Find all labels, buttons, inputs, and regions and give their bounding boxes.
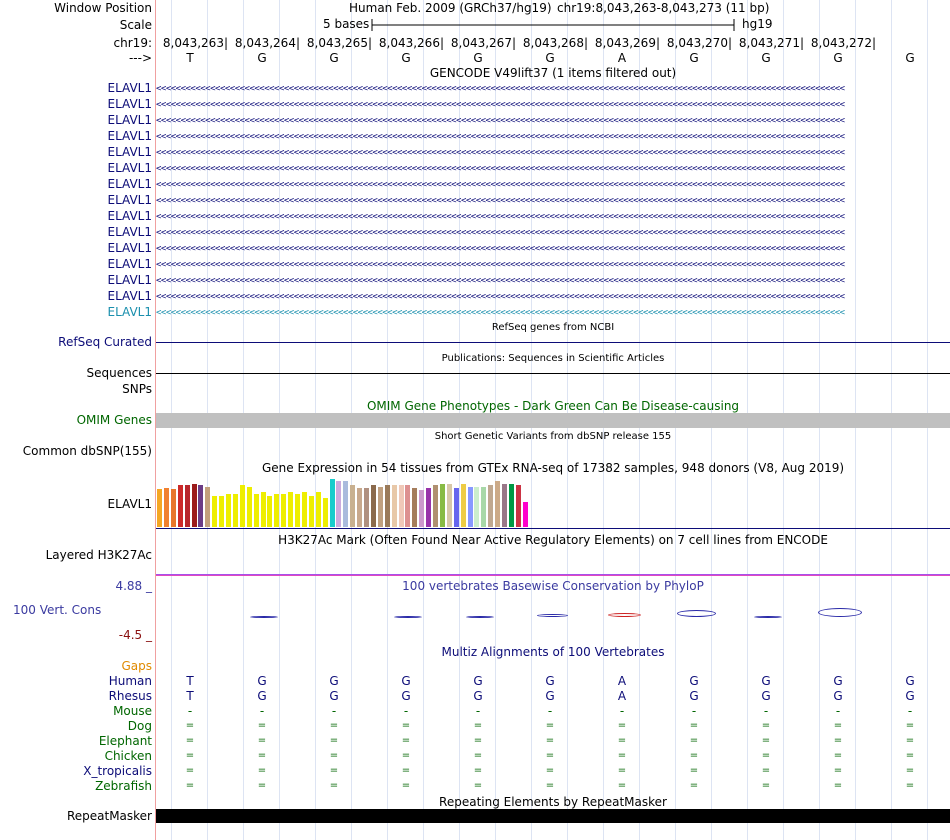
dbsnp-track-title: Short Genetic Variants from dbSNP release 155 <box>434 431 672 442</box>
repeatmasker-bar[interactable] <box>156 809 950 823</box>
alignment-base: = <box>545 780 555 791</box>
gencode-transcript[interactable]: <<<<<<<<<<<<<<<<<<<<<<<<<<<<<<<<<<<<<<<<<<<<<<<<<<<<<<<<<<<<<<<<<<<<<<<<<<<<<<<<<<<<<<<<<<<<<<<<<<<<<<<<<<<<<<<<<<<<<<<<<<<<<<<<<<<<<<<<<<<< <box>156 260 845 270</box>
gencode-transcript[interactable]: <<<<<<<<<<<<<<<<<<<<<<<<<<<<<<<<<<<<<<<<<<<<<<<<<<<<<<<<<<<<<<<<<<<<<<<<<<<<<<<<<<<<<<<<<<<<<<<<<<<<<<<<<<<<<<<<<<<<<<<<<<<<<<<<<<<<<<<<<<<< <box>156 164 845 174</box>
gtex-tissue-bar[interactable] <box>295 494 300 527</box>
alignment-base: = <box>545 765 555 776</box>
alignment-base: - <box>259 704 265 718</box>
gencode-gene-label[interactable]: ELAVL1 <box>107 273 152 287</box>
h3k27ac-track-title: H3K27Ac Mark (Often Found Near Active Regulatory Elements) on 7 cell lines from ENCODE <box>278 533 828 547</box>
alignment-base: = <box>833 765 843 776</box>
gtex-tissue-bar[interactable] <box>481 487 486 527</box>
gtex-tissue-bar[interactable] <box>454 488 459 527</box>
gtex-tissue-bar[interactable] <box>392 485 397 527</box>
phylop-score-mark[interactable] <box>466 616 494 618</box>
alignment-base: G <box>401 689 411 703</box>
alignment-base: G <box>257 689 267 703</box>
alignment-base: = <box>905 720 915 731</box>
alignment-base: - <box>547 704 553 718</box>
multiz-species-label[interactable]: Zebrafish <box>95 779 152 793</box>
gencode-transcript[interactable]: <<<<<<<<<<<<<<<<<<<<<<<<<<<<<<<<<<<<<<<<<<<<<<<<<<<<<<<<<<<<<<<<<<<<<<<<<<<<<<<<<<<<<<<<<<<<<<<<<<<<<<<<<<<<<<<<<<<<<<<<<<<<<<<<<<<<<<<<<<<< <box>156 292 845 302</box>
omim-track-label[interactable]: OMIM Genes <box>76 413 152 427</box>
phylop-score-mark[interactable] <box>754 616 782 618</box>
alignment-base: = <box>257 780 267 791</box>
alignment-base: = <box>185 765 195 776</box>
multiz-species-label[interactable]: Mouse <box>113 704 152 718</box>
assembly-text: Human Feb. 2009 (GRCh37/hg19) <box>349 1 552 15</box>
alignment-base: = <box>833 780 843 791</box>
alignment-base: T <box>186 689 194 703</box>
snps-track-label[interactable]: SNPs <box>122 382 152 396</box>
publications-track-label[interactable]: Sequences <box>86 366 152 380</box>
gencode-gene-label[interactable]: ELAVL1 <box>107 193 152 207</box>
reference-base: T <box>186 51 194 65</box>
gtex-tissue-bar[interactable] <box>261 492 266 527</box>
alignment-base: = <box>185 720 195 731</box>
alignment-base: = <box>689 750 699 761</box>
alignment-base: = <box>761 765 771 776</box>
gencode-transcript[interactable]: <<<<<<<<<<<<<<<<<<<<<<<<<<<<<<<<<<<<<<<<<<<<<<<<<<<<<<<<<<<<<<<<<<<<<<<<<<<<<<<<<<<<<<<<<<<<<<<<<<<<<<<<<<<<<<<<<<<<<<<<<<<<<<<<<<<<<<<<<<<< <box>156 148 845 158</box>
gencode-gene-label[interactable]: ELAVL1 <box>107 97 152 111</box>
phylop-score-mark[interactable] <box>818 608 862 617</box>
alignment-base: G <box>833 674 843 688</box>
h3k27ac-signal-line[interactable] <box>156 574 950 576</box>
gtex-tissue-bar[interactable] <box>274 494 279 527</box>
alignment-base: G <box>905 674 915 688</box>
gtex-tissue-bar[interactable] <box>233 494 238 527</box>
gtex-tissue-bar[interactable] <box>495 481 500 527</box>
gtex-tissue-bar[interactable] <box>357 488 362 527</box>
gencode-gene-label[interactable]: ELAVL1 <box>107 209 152 223</box>
alignment-base: G <box>473 674 483 688</box>
gencode-gene-label[interactable]: ELAVL1 <box>107 241 152 255</box>
alignment-base: = <box>617 765 627 776</box>
phylop-max-label: 4.88 _ <box>115 579 152 593</box>
alignment-base: = <box>689 735 699 746</box>
alignment-base: = <box>905 735 915 746</box>
multiz-species-label[interactable]: Chicken <box>104 749 152 763</box>
gencode-gene-label[interactable]: ELAVL1 <box>107 225 152 239</box>
gtex-tissue-bar[interactable] <box>447 484 452 527</box>
gtex-tissue-bar[interactable] <box>399 485 404 527</box>
phylop-track-title: 100 vertebrates Basewise Conservation by PhyloP <box>402 579 704 593</box>
gtex-tissue-bar[interactable] <box>468 487 473 527</box>
gtex-tissue-bar[interactable] <box>192 484 197 527</box>
gtex-tissue-bar[interactable] <box>378 487 383 527</box>
gtex-tissue-bar[interactable] <box>157 489 162 527</box>
publications-track-title: Publications: Sequences in Scientific Articles <box>441 353 665 364</box>
reference-base: G <box>545 51 555 65</box>
multiz-species-label[interactable]: Human <box>108 674 152 688</box>
gtex-tissue-bar[interactable] <box>205 487 210 527</box>
coordinate-tick[interactable]: 8,043,266| <box>378 36 444 50</box>
reference-base: G <box>761 51 771 65</box>
alignment-base: = <box>617 780 627 791</box>
omim-track-title: OMIM Gene Phenotypes - Dark Green Can Be Disease-causing <box>366 399 740 413</box>
alignment-base: = <box>761 750 771 761</box>
gtex-tissue-bar[interactable] <box>164 488 169 527</box>
alignment-base: = <box>329 720 339 731</box>
gtex-tissue-bar[interactable] <box>440 484 445 527</box>
gencode-track-title: GENCODE V49lift37 (1 items filtered out) <box>429 66 677 80</box>
gtex-tissue-bar[interactable] <box>240 485 245 527</box>
phylop-min-label: -4.5 _ <box>118 628 152 642</box>
gencode-transcript[interactable]: <<<<<<<<<<<<<<<<<<<<<<<<<<<<<<<<<<<<<<<<<<<<<<<<<<<<<<<<<<<<<<<<<<<<<<<<<<<<<<<<<<<<<<<<<<<<<<<<<<<<<<<<<<<<<<<<<<<<<<<<<<<<<<<<<<<<<<<<<<<< <box>156 180 845 190</box>
gtex-tissue-bar[interactable] <box>226 494 231 527</box>
refseq-gene-line[interactable] <box>156 342 950 343</box>
alignment-base: = <box>617 735 627 746</box>
gencode-gene-label[interactable]: ELAVL1 <box>107 113 152 127</box>
coordinate-tick[interactable]: 8,043,263| <box>162 36 228 50</box>
gtex-tissue-bar[interactable] <box>336 481 341 527</box>
alignment-base: = <box>473 735 483 746</box>
alignment-base: = <box>401 735 411 746</box>
alignment-base: = <box>257 750 267 761</box>
gtex-tissue-bar[interactable] <box>178 485 183 527</box>
alignment-base: - <box>331 704 337 718</box>
coordinate-tick[interactable]: 8,043,268| <box>522 36 588 50</box>
scale-bar <box>370 17 740 33</box>
multiz-species-label[interactable]: Elephant <box>98 734 152 748</box>
alignment-base: = <box>545 735 555 746</box>
alignment-base: = <box>833 720 843 731</box>
gtex-tissue-bar[interactable] <box>288 492 293 527</box>
alignment-base: = <box>329 750 339 761</box>
gencode-gene-label[interactable]: ELAVL1 <box>107 145 152 159</box>
gtex-tissue-bar[interactable] <box>343 481 348 527</box>
gtex-tissue-bar[interactable] <box>171 489 176 527</box>
gtex-tissue-bar[interactable] <box>302 492 307 527</box>
alignment-base: G <box>833 689 843 703</box>
gtex-tissue-bar[interactable] <box>433 485 438 527</box>
gtex-tissue-bar[interactable] <box>198 485 203 527</box>
coordinate-tick[interactable]: 8,043,264| <box>234 36 300 50</box>
reference-base: G <box>473 51 483 65</box>
alignment-base: = <box>905 750 915 761</box>
gencode-gene-label[interactable]: ELAVL1 <box>107 257 152 271</box>
gtex-tissue-bar[interactable] <box>412 488 417 527</box>
alignment-base: A <box>617 689 627 703</box>
gencode-transcript[interactable]: <<<<<<<<<<<<<<<<<<<<<<<<<<<<<<<<<<<<<<<<<<<<<<<<<<<<<<<<<<<<<<<<<<<<<<<<<<<<<<<<<<<<<<<<<<<<<<<<<<<<<<<<<<<<<<<<<<<<<<<<<<<<<<<<<<<<<<<<<<<< <box>156 228 845 238</box>
gencode-gene-label[interactable]: ELAVL1 <box>107 129 152 143</box>
gencode-transcript[interactable]: <<<<<<<<<<<<<<<<<<<<<<<<<<<<<<<<<<<<<<<<<<<<<<<<<<<<<<<<<<<<<<<<<<<<<<<<<<<<<<<<<<<<<<<<<<<<<<<<<<<<<<<<<<<<<<<<<<<<<<<<<<<<<<<<<<<<<<<<<<<< <box>156 116 845 126</box>
reference-base: G <box>257 51 267 65</box>
alignment-base: G <box>689 689 699 703</box>
strand-label: ---> <box>128 51 152 65</box>
alignment-base: = <box>617 720 627 731</box>
phylop-score-mark[interactable] <box>537 614 568 617</box>
repeatmasker-track-label[interactable]: RepeatMasker <box>66 809 152 823</box>
publications-line[interactable] <box>156 373 950 374</box>
alignment-base: G <box>761 674 771 688</box>
alignment-base: G <box>905 689 915 703</box>
gtex-tissue-bar[interactable] <box>309 496 314 527</box>
alignment-base: G <box>545 674 555 688</box>
gencode-transcript[interactable]: <<<<<<<<<<<<<<<<<<<<<<<<<<<<<<<<<<<<<<<<<<<<<<<<<<<<<<<<<<<<<<<<<<<<<<<<<<<<<<<<<<<<<<<<<<<<<<<<<<<<<<<<<<<<<<<<<<<<<<<<<<<<<<<<<<<<<<<<<<<< <box>156 132 845 142</box>
gtex-track-label[interactable]: ELAVL1 <box>107 497 152 511</box>
alignment-base: - <box>619 704 625 718</box>
alignment-base: = <box>833 750 843 761</box>
scale-db: hg19 <box>742 17 773 31</box>
gencode-transcript[interactable]: <<<<<<<<<<<<<<<<<<<<<<<<<<<<<<<<<<<<<<<<<<<<<<<<<<<<<<<<<<<<<<<<<<<<<<<<<<<<<<<<<<<<<<<<<<<<<<<<<<<<<<<<<<<<<<<<<<<<<<<<<<<<<<<<<<<<<<<<<<<< <box>156 308 845 318</box>
alignment-base: = <box>617 750 627 761</box>
alignment-base: - <box>475 704 481 718</box>
alignment-base: = <box>473 780 483 791</box>
window-position-label: Window Position <box>54 1 152 15</box>
phylop-score-mark[interactable] <box>677 610 716 617</box>
gencode-transcript[interactable]: <<<<<<<<<<<<<<<<<<<<<<<<<<<<<<<<<<<<<<<<<<<<<<<<<<<<<<<<<<<<<<<<<<<<<<<<<<<<<<<<<<<<<<<<<<<<<<<<<<<<<<<<<<<<<<<<<<<<<<<<<<<<<<<<<<<<<<<<<<<< <box>156 244 845 254</box>
alignment-base: G <box>329 689 339 703</box>
alignment-base: = <box>257 720 267 731</box>
phylop-track-label[interactable]: 100 Vert. Cons <box>13 603 102 617</box>
gtex-tissue-bar[interactable] <box>509 484 514 527</box>
gtex-tissue-bar[interactable] <box>502 484 507 527</box>
reference-base: G <box>329 51 339 65</box>
alignment-base: = <box>329 735 339 746</box>
gtex-tissue-bar[interactable] <box>323 498 328 527</box>
dbsnp-track-label[interactable]: Common dbSNP(155) <box>22 444 152 458</box>
multiz-species-label[interactable]: X_tropicalis <box>83 764 152 778</box>
gtex-tissue-bar[interactable] <box>364 488 369 527</box>
gtex-tissue-bar[interactable] <box>254 494 259 527</box>
phylop-score-mark[interactable] <box>250 616 278 618</box>
gencode-transcript[interactable]: <<<<<<<<<<<<<<<<<<<<<<<<<<<<<<<<<<<<<<<<<<<<<<<<<<<<<<<<<<<<<<<<<<<<<<<<<<<<<<<<<<<<<<<<<<<<<<<<<<<<<<<<<<<<<<<<<<<<<<<<<<<<<<<<<<<<<<<<<<<< <box>156 212 845 222</box>
alignment-base: - <box>835 704 841 718</box>
gencode-transcript[interactable]: <<<<<<<<<<<<<<<<<<<<<<<<<<<<<<<<<<<<<<<<<<<<<<<<<<<<<<<<<<<<<<<<<<<<<<<<<<<<<<<<<<<<<<<<<<<<<<<<<<<<<<<<<<<<<<<<<<<<<<<<<<<<<<<<<<<<<<<<<<<< <box>156 196 845 206</box>
alignment-base: = <box>761 780 771 791</box>
alignment-base: G <box>689 674 699 688</box>
coordinate-tick[interactable]: 8,043,267| <box>450 36 516 50</box>
alignment-base: - <box>907 704 913 718</box>
gtex-tissue-bar[interactable] <box>523 502 528 527</box>
coordinate-tick[interactable]: 8,043,272| <box>810 36 876 50</box>
h3k27ac-track-label[interactable]: Layered H3K27Ac <box>45 548 152 562</box>
gtex-tissue-bar[interactable] <box>350 485 355 527</box>
scale-text: 5 bases <box>323 17 370 31</box>
alignment-base: G <box>257 674 267 688</box>
gtex-tissue-bar[interactable] <box>371 485 376 527</box>
gencode-transcript[interactable]: <<<<<<<<<<<<<<<<<<<<<<<<<<<<<<<<<<<<<<<<<<<<<<<<<<<<<<<<<<<<<<<<<<<<<<<<<<<<<<<<<<<<<<<<<<<<<<<<<<<<<<<<<<<<<<<<<<<<<<<<<<<<<<<<<<<<<<<<<<<< <box>156 276 845 286</box>
gtex-tissue-bar[interactable] <box>185 485 190 527</box>
alignment-base: = <box>185 780 195 791</box>
alignment-base: G <box>545 689 555 703</box>
alignment-base: = <box>185 735 195 746</box>
gtex-tissue-bar[interactable] <box>385 485 390 527</box>
position-text[interactable]: chr19:8,043,263-8,043,273 (11 bp) <box>557 1 770 15</box>
alignment-base: = <box>185 750 195 761</box>
multiz-species-label[interactable]: Dog <box>127 719 152 733</box>
alignment-base: = <box>905 780 915 791</box>
gtex-tissue-bar[interactable] <box>426 488 431 527</box>
coordinate-tick[interactable]: 8,043,265| <box>306 36 372 50</box>
alignment-base: A <box>617 674 627 688</box>
alignment-base: = <box>401 765 411 776</box>
gtex-tissue-bar[interactable] <box>405 485 410 527</box>
gtex-tissue-bar[interactable] <box>267 496 272 527</box>
gtex-tissue-bar[interactable] <box>281 494 286 527</box>
gencode-gene-label[interactable]: ELAVL1 <box>107 305 152 319</box>
multiz-gaps-label: Gaps <box>121 659 152 673</box>
reference-base: G <box>905 51 915 65</box>
gtex-tissue-bar[interactable] <box>461 484 466 527</box>
alignment-base: = <box>689 780 699 791</box>
gtex-tissue-bar[interactable] <box>419 490 424 527</box>
gtex-gene-line <box>156 528 950 529</box>
alignment-base: T <box>186 674 194 688</box>
gtex-tissue-bar[interactable] <box>330 479 335 527</box>
alignment-base: = <box>545 750 555 761</box>
gtex-tissue-bar[interactable] <box>316 492 321 527</box>
alignment-base: = <box>329 780 339 791</box>
gencode-gene-label[interactable]: ELAVL1 <box>107 81 152 95</box>
coordinate-tick[interactable]: 8,043,271| <box>738 36 804 50</box>
refseq-track-title: RefSeq genes from NCBI <box>491 322 615 333</box>
alignment-base: = <box>329 765 339 776</box>
alignment-base: = <box>545 720 555 731</box>
gtex-tissue-bar[interactable] <box>219 496 224 527</box>
alignment-base: = <box>473 765 483 776</box>
gencode-gene-label[interactable]: ELAVL1 <box>107 289 152 303</box>
refseq-track-label[interactable]: RefSeq Curated <box>58 335 152 349</box>
alignment-base: = <box>689 720 699 731</box>
gtex-tissue-bar[interactable] <box>474 487 479 527</box>
alignment-base: = <box>473 720 483 731</box>
gtex-track-title: Gene Expression in 54 tissues from GTEx RNA-seq of 17382 samples, 948 donors (V8, Aug 2019) <box>261 461 845 475</box>
phylop-score-mark[interactable] <box>394 616 422 618</box>
gtex-tissue-bar[interactable] <box>488 485 493 527</box>
repeatmasker-track-title: Repeating Elements by RepeatMasker <box>439 795 667 809</box>
gencode-transcript[interactable]: <<<<<<<<<<<<<<<<<<<<<<<<<<<<<<<<<<<<<<<<<<<<<<<<<<<<<<<<<<<<<<<<<<<<<<<<<<<<<<<<<<<<<<<<<<<<<<<<<<<<<<<<<<<<<<<<<<<<<<<<<<<<<<<<<<<<<<<<<<<< <box>156 84 845 94</box>
reference-base: G <box>689 51 699 65</box>
omim-gene-bar[interactable] <box>156 413 950 428</box>
coordinate-tick[interactable]: 8,043,270| <box>666 36 732 50</box>
gencode-transcript[interactable]: <<<<<<<<<<<<<<<<<<<<<<<<<<<<<<<<<<<<<<<<<<<<<<<<<<<<<<<<<<<<<<<<<<<<<<<<<<<<<<<<<<<<<<<<<<<<<<<<<<<<<<<<<<<<<<<<<<<<<<<<<<<<<<<<<<<<<<<<<<<< <box>156 100 845 110</box>
scale-label: Scale <box>119 18 152 32</box>
reference-base: G <box>401 51 411 65</box>
gtex-tissue-bar[interactable] <box>516 485 521 527</box>
alignment-base: = <box>905 765 915 776</box>
alignment-base: = <box>257 765 267 776</box>
gtex-tissue-bar[interactable] <box>212 496 217 527</box>
alignment-base: G <box>401 674 411 688</box>
alignment-base: = <box>473 750 483 761</box>
alignment-base: G <box>761 689 771 703</box>
alignment-base: G <box>329 674 339 688</box>
alignment-base: = <box>401 750 411 761</box>
alignment-base: - <box>187 704 193 718</box>
gtex-tissue-bar[interactable] <box>247 487 252 527</box>
alignment-base: = <box>833 735 843 746</box>
alignment-base: G <box>473 689 483 703</box>
alignment-base: = <box>761 735 771 746</box>
gencode-gene-label[interactable]: ELAVL1 <box>107 177 152 191</box>
alignment-base: - <box>763 704 769 718</box>
alignment-base: - <box>691 704 697 718</box>
alignment-base: = <box>257 735 267 746</box>
multiz-species-label[interactable]: Rhesus <box>108 689 152 703</box>
alignment-base: - <box>403 704 409 718</box>
phylop-score-mark[interactable] <box>608 613 641 617</box>
alignment-base: = <box>761 720 771 731</box>
gencode-gene-label[interactable]: ELAVL1 <box>107 161 152 175</box>
coordinate-tick[interactable]: 8,043,269| <box>594 36 660 50</box>
chrom-label: chr19: <box>113 36 152 50</box>
alignment-base: = <box>689 765 699 776</box>
reference-base: A <box>617 51 627 65</box>
multiz-track-title: Multiz Alignments of 100 Vertebrates <box>441 645 665 659</box>
reference-base: G <box>833 51 843 65</box>
alignment-base: = <box>401 780 411 791</box>
alignment-base: = <box>401 720 411 731</box>
